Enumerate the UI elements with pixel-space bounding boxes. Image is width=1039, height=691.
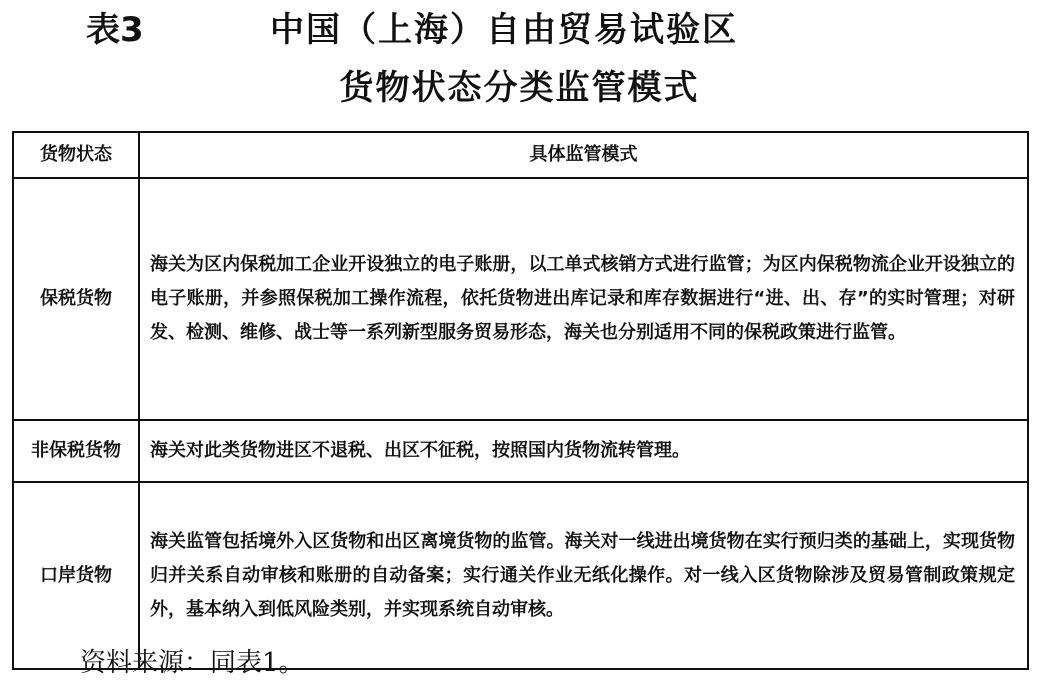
table-header-row: [13, 132, 1028, 178]
header-supervision-mode: 具体监管模式: [139, 132, 1028, 178]
header-cargo-status: 货物状态: [13, 132, 139, 178]
table-row: [13, 420, 1028, 482]
table-title-line-1: 中国（上海）自由贸易试验区: [270, 10, 738, 50]
title-row: [0, 8, 1039, 54]
table-number: 表3: [86, 10, 144, 50]
supervision-table: [12, 131, 1029, 670]
table-title-line-2: 货物状态分类监管模式: [339, 68, 700, 108]
source-note: 资料来源：同表1。: [80, 648, 305, 678]
supervision-mode-cell: 海关对此类货物进区不退税、出区不征税，按照国内货物流转管理。: [139, 420, 1028, 482]
supervision-mode-cell: 海关监管包括境外入区货物和出区离境货物的监管。海关对一线进出境货物在实行预归类的基础上，实现货物归并关系自动审核和账册的自动备案；实行通关作业无纸化操作。对一线入区货物除涉及贸易管制政策规定外，基本纳入到低风险类别，并实现系统自动审核。: [139, 482, 1028, 669]
supervision-mode-cell: 海关为区内保税加工企业开设独立的电子账册，以工单式核销方式进行监管；为区内保税物流企业开设独立的电子账册，并参照保税加工操作流程，依托货物进出库记录和库存数据进行“进、出、存”的实时管理；对研发、检测、维修、战士等一系列新型服务贸易形态，海关也分别适用不同的保税政策进行监管。: [139, 178, 1028, 420]
table-row: [13, 178, 1028, 420]
cargo-status-cell: 非保税货物: [13, 420, 139, 482]
table-row: [13, 482, 1028, 669]
cargo-status-cell: 保税货物: [13, 178, 139, 420]
cargo-status-cell: 口岸货物: [13, 482, 139, 669]
